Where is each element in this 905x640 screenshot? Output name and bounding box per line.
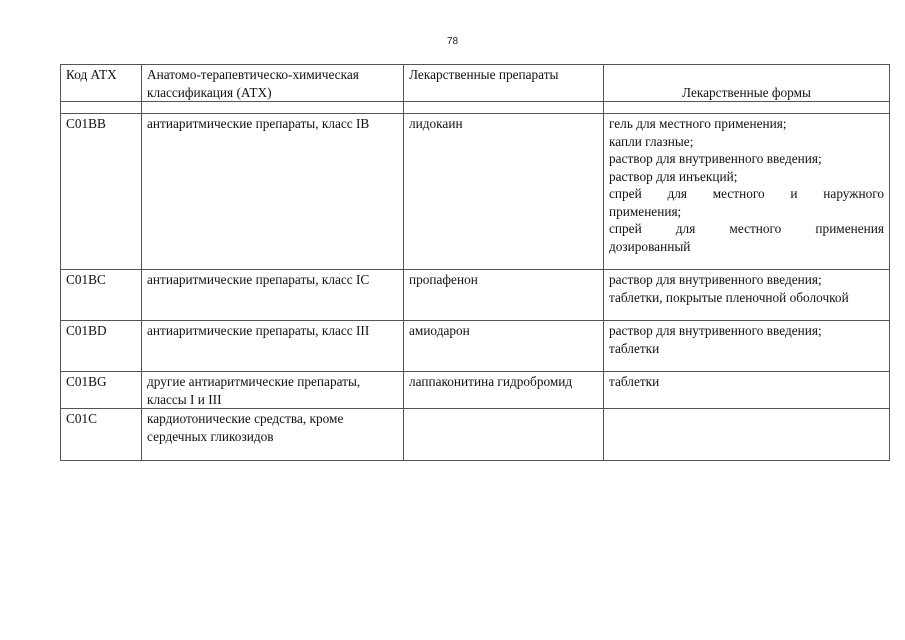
- atx-table: [60, 64, 890, 461]
- table-row: [61, 321, 890, 372]
- page-number: 78: [446, 36, 459, 47]
- cell-code: C01BB: [61, 114, 142, 270]
- cell-code: C01C: [61, 409, 142, 461]
- cell-forms: [604, 409, 890, 461]
- cell-classification: антиаритмические препараты, класс III: [142, 321, 404, 372]
- cell-classification: кардиотонические средства, кроме сердечных гликозидов: [142, 409, 404, 461]
- header-code: Код АТХ: [61, 65, 142, 102]
- form-item: применения;: [609, 203, 682, 219]
- cell-classification: другие антиаритмические препараты, классы I и III: [142, 372, 404, 409]
- cell-forms: [604, 321, 890, 372]
- form-item: раствор для внутривенного введения;: [609, 151, 822, 166]
- form-item: дозированный: [609, 238, 691, 254]
- cell-drug: пропафенон: [404, 270, 604, 321]
- cell-forms: [604, 270, 890, 321]
- header-classification: Анатомо-терапевтическо-химическая классификация (АТХ): [142, 65, 404, 102]
- form-item: таблетки: [609, 374, 660, 389]
- cell-code: C01BD: [61, 321, 142, 372]
- cell-forms: [604, 114, 890, 270]
- cell-drug: [404, 409, 604, 461]
- form-item: раствор для внутривенного введения;: [609, 323, 822, 338]
- table-row: [61, 372, 890, 409]
- table-row: [61, 270, 890, 321]
- cell-drug: лаппаконитина гидробромид: [404, 372, 604, 409]
- cell-drug: амиодарон: [404, 321, 604, 372]
- cell-forms: [604, 372, 890, 409]
- table-row: [61, 114, 890, 270]
- form-item: таблетки, покрытые пленочной оболочкой: [609, 289, 849, 305]
- form-item: спрей для местного применения: [609, 221, 884, 236]
- cell-drug: лидокаин: [404, 114, 604, 270]
- header-forms: Лекарственные формы: [604, 65, 890, 102]
- table-header-row: [61, 65, 890, 102]
- cell-classification: антиаритмические препараты, класс IB: [142, 114, 404, 270]
- form-item: раствор для внутривенного введения;: [609, 272, 822, 287]
- header-drugs: Лекарственные препараты: [404, 65, 604, 102]
- form-item: таблетки: [609, 340, 660, 356]
- table-row: [61, 409, 890, 461]
- cell-code: C01BG: [61, 372, 142, 409]
- cell-classification: антиаритмические препараты, класс IC: [142, 270, 404, 321]
- form-item: гель для местного применения;: [609, 116, 787, 131]
- form-item: спрей для местного и наружного: [609, 186, 884, 201]
- form-item: капли глазные;: [609, 133, 694, 149]
- table-spacer-row: [61, 102, 890, 114]
- form-item: раствор для инъекций;: [609, 168, 738, 184]
- cell-code: C01BC: [61, 270, 142, 321]
